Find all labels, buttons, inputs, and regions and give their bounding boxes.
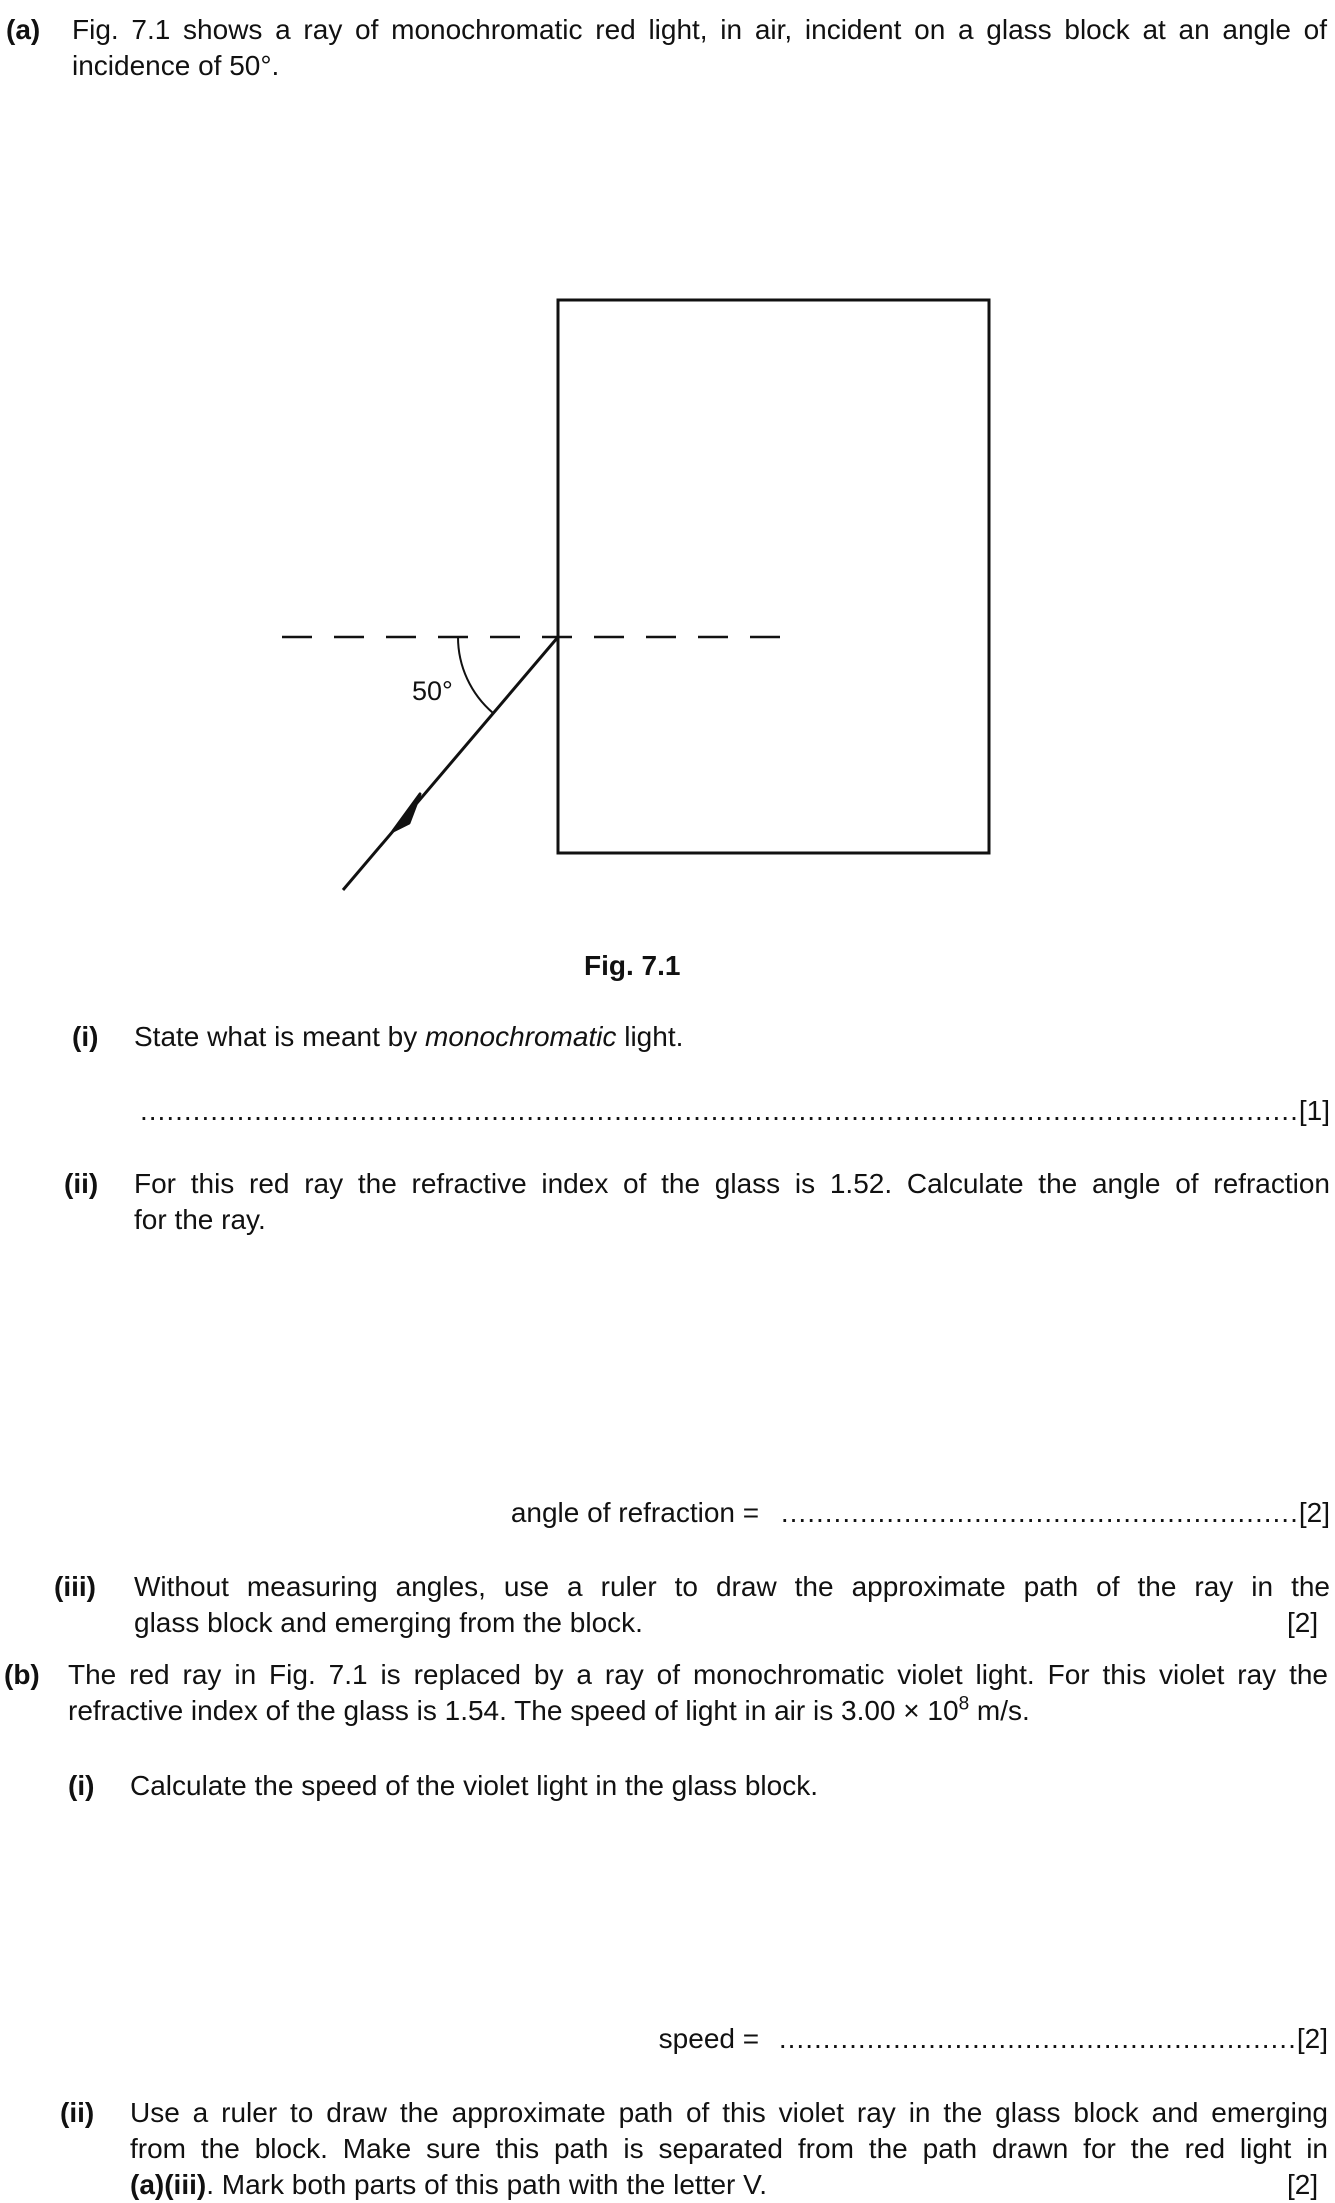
- part-a-iii-marks: [2]: [1287, 1607, 1319, 1638]
- part-a-iii-label: (iii): [54, 1571, 96, 1602]
- part-a-ii-answer-label: angle of refraction =: [510, 1497, 767, 1528]
- part-a-i-marks: [1]: [1298, 1095, 1330, 1126]
- angle-arc: [458, 637, 493, 713]
- part-b-i-answer-dots: ...........................................................: [778, 2023, 1297, 2054]
- part-b-ii-line3-bold: (a)(iii): [130, 2169, 207, 2200]
- part-a-ii-line1: For this red ray the refractive index of the glass is 1.52. Calculate the angle of refraction: [134, 1168, 1330, 1199]
- part-a-i-question: [134, 1019, 683, 1055]
- part-b-line2: [68, 1693, 1030, 1729]
- part-b-i-question: Calculate the speed of the violet light in the glass block.: [130, 1770, 818, 1801]
- angle-label: 50°: [412, 676, 453, 706]
- part-a-iii-line1: Without measuring angles, use a ruler to draw the approximate path of the ray in the: [134, 1571, 1330, 1602]
- part-b-ii-label: (ii): [60, 2097, 95, 2128]
- part-b-ii-marks: [2]: [1287, 2169, 1319, 2200]
- part-b-i-answer-line[interactable]: [600, 2021, 1328, 2057]
- part-a-ii-label: (ii): [64, 1168, 99, 1199]
- part-a-ii-answer-dots: ...........................................................: [780, 1497, 1299, 1528]
- part-b-line1: The red ray in Fig. 7.1 is replaced by a ray of monochromatic violet light. For this violet ray the: [68, 1659, 1328, 1690]
- part-a-intro-line2: incidence of 50°.: [72, 50, 280, 81]
- part-a-label: (a): [6, 14, 41, 45]
- part-b-line2-after: m/s.: [969, 1695, 1030, 1726]
- part-b-label: (b): [4, 1659, 40, 1690]
- figure-caption: Fig. 7.1: [584, 950, 681, 981]
- part-b-i-marks: [2]: [1296, 2023, 1328, 2054]
- figure-7-1: [0, 280, 1335, 920]
- part-a-intro-line1: Fig. 7.1 shows a ray of monochromatic red light, in air, incident on a glass block at an angle of: [72, 14, 1327, 45]
- part-a-ii-line2: for the ray.: [134, 1204, 266, 1235]
- part-b-i-answer-label: speed =: [658, 2023, 767, 2054]
- part-a-i-label: (i): [72, 1021, 99, 1052]
- part-a-i-text-after: light.: [616, 1021, 684, 1052]
- part-b-i-label: (i): [68, 1770, 95, 1801]
- part-b-line2-before: refractive index of the glass is 1.54. The speed of light in air is 3.00 × 10: [68, 1695, 959, 1726]
- ray-arrowhead-icon: [393, 794, 420, 831]
- part-b-ii-line2: from the block. Make sure this path is separated from the path drawn for the red light in: [130, 2133, 1328, 2164]
- part-a-i-text-italic: monochromatic: [425, 1021, 617, 1052]
- part-a-ii-marks: [2]: [1298, 1497, 1330, 1528]
- incident-ray: [343, 637, 558, 890]
- part-a-i-answer-line[interactable]: [140, 1093, 1330, 1129]
- part-a-i-text-before: State what is meant by: [134, 1021, 426, 1052]
- part-b-ii-line3-rest: . Mark both parts of this path with the letter V.: [206, 2169, 768, 2200]
- part-b-ii-line3: [130, 2167, 767, 2203]
- part-b-line2-sup: 8: [958, 1693, 970, 1715]
- part-b-ii-line1: Use a ruler to draw the approximate path of this violet ray in the glass block and emerging: [130, 2097, 1328, 2128]
- part-a-i-answer-dots: ....................................................................................................................................: [140, 1095, 1299, 1126]
- glass-block: [558, 300, 989, 853]
- part-a-ii-answer-line[interactable]: [400, 1495, 1330, 1531]
- part-a-iii-line2: glass block and emerging from the block.: [134, 1607, 643, 1638]
